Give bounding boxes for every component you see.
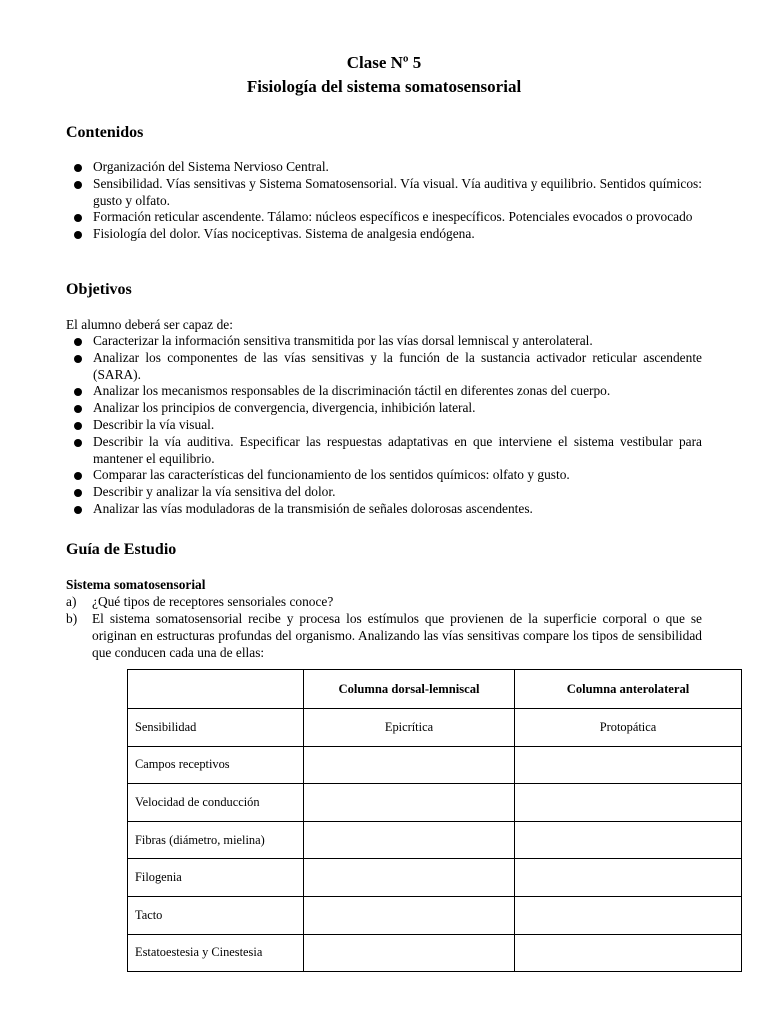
table-row: [128, 821, 742, 859]
table-cell: [515, 896, 742, 934]
guia-heading: Guía de Estudio: [66, 541, 177, 558]
list-item: Sensibilidad. Vías sensitivas y Sistema Somatosensorial. Vía visual. Vía auditiva y equilibrio. Sentidos químicos: gusto y olfato.: [66, 176, 702, 210]
sistema-somatosensorial-subheading: Sistema somatosensorial: [66, 577, 206, 592]
question-b: [66, 611, 702, 661]
list-item: Comparar las características del funcionamiento de los sentidos químicos: olfato y gusto.: [66, 467, 702, 484]
table-cell: [515, 784, 742, 822]
list-item: Describir y analizar la vía sensitiva del dolor.: [66, 484, 702, 501]
class-number-title: Clase Nº 5: [346, 53, 422, 72]
table-header-row: [128, 670, 742, 709]
bullet-icon: [74, 405, 82, 413]
list-item: Analizar los principios de convergencia, divergencia, inhibición lateral.: [66, 400, 702, 417]
list-item: Formación reticular ascendente. Tálamo: núcleos específicos e inespecíficos. Potenciales evocados o provocado: [66, 209, 702, 226]
list-item: Analizar los componentes de las vías sensitivas y la función de la sustancia activador reticular ascendente (SARA).: [66, 350, 702, 384]
list-item: Describir la vía visual.: [66, 417, 702, 434]
table-cell: [515, 746, 742, 784]
bullet-icon: [74, 472, 82, 480]
contenidos-list: [66, 159, 702, 243]
table-row: [128, 746, 742, 784]
question-text: El sistema somatosensorial recibe y procesa los estímulos que provienen de la superficie corporal o que se originan en estructuras profundas del organismo. Analizando las vías sensitivas compare los tipos de sensibilidad que conducen cada una de ellas:: [92, 611, 702, 660]
table-cell: [304, 896, 515, 934]
table-cell: [515, 859, 742, 897]
table-cell: [304, 746, 515, 784]
table-row: [128, 896, 742, 934]
table-cell: [304, 934, 515, 972]
table-header-cell: [128, 670, 304, 709]
row-label-cell: Filogenia: [128, 859, 304, 897]
bullet-icon: [74, 422, 82, 430]
objetivos-heading: Objetivos: [66, 281, 132, 298]
row-label-cell: Estatoestesia y Cinestesia: [128, 934, 304, 972]
objetivos-intro: El alumno deberá ser capaz de:: [66, 317, 233, 332]
bullet-icon: [74, 231, 82, 239]
objetivos-list: [66, 333, 702, 518]
bullet-icon: [74, 506, 82, 514]
table-row: [128, 859, 742, 897]
row-label-cell: Campos receptivos: [128, 746, 304, 784]
question-label: b): [66, 611, 78, 626]
row-label-cell: Fibras (diámetro, mielina): [128, 821, 304, 859]
table-row: [128, 709, 742, 747]
table-cell: [515, 821, 742, 859]
document-title: Fisiología del sistema somatosensorial: [246, 77, 522, 96]
contenidos-heading: Contenidos: [66, 124, 144, 141]
question-label: a): [66, 594, 77, 609]
table-header-cell: Columna anterolateral: [515, 670, 742, 709]
list-item: Describir la vía auditiva. Especificar las respuestas adaptativas en que interviene el sistema vestibular para mantener el equilibrio.: [66, 434, 702, 468]
comparison-table: [127, 669, 742, 972]
list-item: Fisiología del dolor. Vías nociceptivas. Sistema de analgesia endógena.: [66, 226, 702, 243]
bullet-icon: [74, 439, 82, 447]
table-cell: [304, 821, 515, 859]
list-item: Organización del Sistema Nervioso Central.: [66, 159, 702, 176]
bullet-icon: [74, 338, 82, 346]
bullet-icon: [74, 164, 82, 172]
question-a: [66, 594, 702, 611]
bullet-icon: [74, 181, 82, 189]
row-label-cell: Velocidad de conducción: [128, 784, 304, 822]
bullet-icon: [74, 489, 82, 497]
table-cell: [515, 934, 742, 972]
row-label-cell: Tacto: [128, 896, 304, 934]
table-row: [128, 934, 742, 972]
bullet-icon: [74, 355, 82, 363]
table-cell: [304, 859, 515, 897]
question-text: ¿Qué tipos de receptores sensoriales conoce?: [92, 594, 334, 609]
table-header-cell: Columna dorsal-lemniscal: [304, 670, 515, 709]
bullet-icon: [74, 388, 82, 396]
table-cell: Protopática: [515, 709, 742, 747]
bullet-icon: [74, 214, 82, 222]
table-cell: Epicrítica: [304, 709, 515, 747]
table-row: [128, 784, 742, 822]
list-item: Analizar los mecanismos responsables de la discriminación táctil en diferentes zonas del cuerpo.: [66, 383, 702, 400]
table-cell: [304, 784, 515, 822]
list-item: Caracterizar la información sensitiva transmitida por las vías dorsal lemniscal y anterolateral.: [66, 333, 702, 350]
row-label-cell: Sensibilidad: [128, 709, 304, 747]
list-item: Analizar las vías moduladoras de la transmisión de señales dolorosas ascendentes.: [66, 501, 702, 518]
